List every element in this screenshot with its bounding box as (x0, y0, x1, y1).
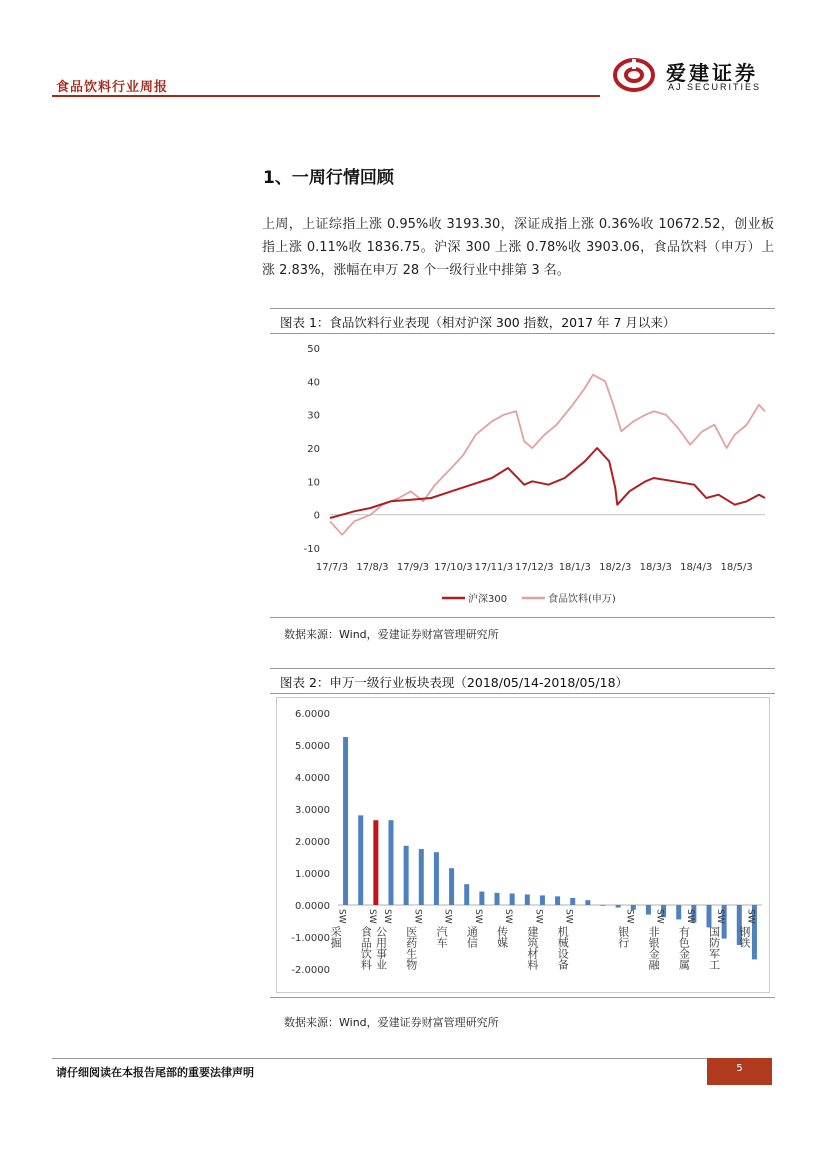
category-label: 国防军工 (707, 926, 721, 970)
bar (495, 893, 500, 905)
category-prefix-label: SW (684, 909, 695, 924)
category-prefix-label: SW (336, 909, 347, 924)
x-tick-label: 17/10/3 (434, 562, 473, 573)
category-label: 建筑材料 (525, 926, 539, 970)
y-tick-label: 40 (307, 377, 320, 389)
logo-english: AJ SECURITIES (668, 82, 762, 92)
x-tick-label: 18/1/3 (558, 562, 591, 573)
bar (570, 898, 575, 905)
category-prefix-label: SW (563, 909, 574, 924)
y-tick-label: 50 (307, 344, 320, 355)
bar (555, 896, 560, 905)
bar (358, 815, 363, 905)
page-number: 5 (707, 1058, 772, 1085)
y-tick-label: 3.0000 (295, 805, 330, 816)
bar (373, 820, 378, 905)
category-prefix-label: SW (533, 909, 544, 924)
y-tick-label: 0 (313, 510, 320, 522)
section-title: 1、一周行情回顾 (263, 168, 394, 188)
bar (676, 905, 681, 919)
x-tick-label: 17/11/3 (474, 562, 514, 573)
bar (464, 884, 469, 905)
company-logo (610, 55, 780, 95)
category-label: 通信 (465, 926, 479, 948)
category-label: 采掘 (329, 926, 343, 948)
figure2-title: 图表 2：申万一级行业板块表现（2018/05/14-2018/05/18） (280, 675, 629, 690)
category-label: 传媒 (495, 926, 509, 948)
category-prefix-label: SW (624, 909, 635, 924)
bar (449, 868, 454, 905)
y-tick-label: 10 (307, 477, 320, 489)
market-review-paragraph: 上周，上证综指上涨 0.95%收 3193.30，深证成指上涨 0.36%收 10672.52，创业板指上涨 0.11%收 1836.75。沪深 300 上涨 0.78%收 3903.06，食品饮料（申万）上涨 2.83%，涨幅在申万 28 个一级行业中排第 3 名。 (262, 217, 774, 278)
x-tick-label: 17/8/3 (356, 562, 389, 573)
y-tick-label: 4.0000 (295, 773, 330, 784)
bar (419, 849, 424, 905)
bar (510, 893, 515, 905)
bar (434, 852, 439, 905)
figure1-title: 图表 1：食品饮料行业表现（相对沪深 300 指数，2017 年 7 月以来） (280, 315, 676, 330)
bar (585, 900, 590, 905)
category-label: 钢铁 (737, 926, 751, 948)
series-line-hs300 (330, 448, 765, 518)
category-label: 食品饮料 (359, 926, 373, 970)
y-tick-label: 1.0000 (295, 869, 330, 880)
figure2-top-rule (270, 668, 775, 669)
bar (616, 905, 621, 908)
category-prefix-label: SW (472, 909, 483, 924)
relative-performance-line-chart (270, 336, 775, 616)
bar-chart-frame (277, 698, 770, 993)
logo-swirl-icon (610, 55, 660, 95)
bar (540, 895, 545, 905)
category-label: 机械设备 (556, 926, 570, 970)
sector-performance-bar-chart (276, 697, 770, 993)
figure1-title-rule (270, 333, 775, 334)
category-label: 医药生物 (404, 926, 418, 970)
bar (601, 905, 606, 906)
bar (479, 892, 484, 905)
category-prefix-label: SW (412, 909, 423, 924)
y-tick-label: 20 (307, 444, 320, 455)
category-label: 汽车 (435, 926, 449, 948)
category-prefix-label: SW (503, 909, 514, 924)
bar (525, 894, 530, 905)
figure1-source: 数据来源：Wind，爱建证券财富管理研究所 (284, 628, 499, 641)
bar (707, 905, 712, 927)
category-prefix-label: SW (366, 909, 377, 924)
x-tick-label: 18/5/3 (720, 562, 753, 573)
figure2-title-rule (270, 693, 775, 694)
y-tick-label: -10 (303, 544, 320, 555)
bar (404, 846, 409, 905)
series-line-food-beverage (330, 375, 765, 535)
category-prefix-label: SW (654, 909, 665, 924)
figure1-bottom-rule (270, 617, 775, 618)
figure2-source: 数据来源：Wind，爱建证券财富管理研究所 (284, 1016, 499, 1029)
y-tick-label: 5.0000 (295, 741, 330, 752)
figure1-top-rule (270, 308, 775, 309)
x-tick-label: 17/9/3 (396, 562, 430, 573)
category-prefix-label: SW (382, 909, 392, 924)
y-tick-label: 30 (307, 410, 320, 422)
header-divider (52, 95, 600, 97)
category-label: 公用事业 (374, 926, 388, 970)
x-tick-label: 18/2/3 (599, 562, 632, 573)
figure2-bottom-rule (270, 997, 775, 998)
category-prefix-label: SW (745, 909, 756, 924)
category-label: 银行 (616, 926, 630, 948)
logo-chinese: 爱建证券 (666, 61, 758, 85)
y-tick-label: 6.0000 (295, 709, 330, 720)
y-tick-label: -2.0000 (291, 965, 330, 976)
bar (646, 905, 651, 915)
y-tick-label: 0.0000 (295, 901, 330, 912)
legend-label-food: 食品饮料(申万) (548, 594, 616, 605)
y-tick-label: 2.0000 (295, 837, 330, 848)
category-label: 非银金融 (647, 926, 661, 970)
x-tick-label: 18/4/3 (680, 562, 713, 573)
footer-divider (52, 1058, 772, 1059)
x-tick-label: 18/3/3 (639, 562, 672, 573)
legal-disclaimer: 请仔细阅读在本报告尾部的重要法律声明 (56, 1066, 254, 1079)
category-prefix-label: SW (442, 909, 453, 924)
y-tick-label: -1.0000 (291, 933, 330, 944)
bar (343, 737, 348, 905)
category-label: 有色金属 (677, 926, 691, 970)
report-title: 食品饮料行业周报 (56, 80, 169, 95)
legend-label-hs300: 沪深300 (468, 594, 508, 605)
bar (389, 820, 394, 905)
category-prefix-label: SW (715, 909, 726, 924)
x-tick-label: 17/12/3 (515, 562, 554, 573)
x-tick-label: 17/7/3 (315, 562, 349, 573)
